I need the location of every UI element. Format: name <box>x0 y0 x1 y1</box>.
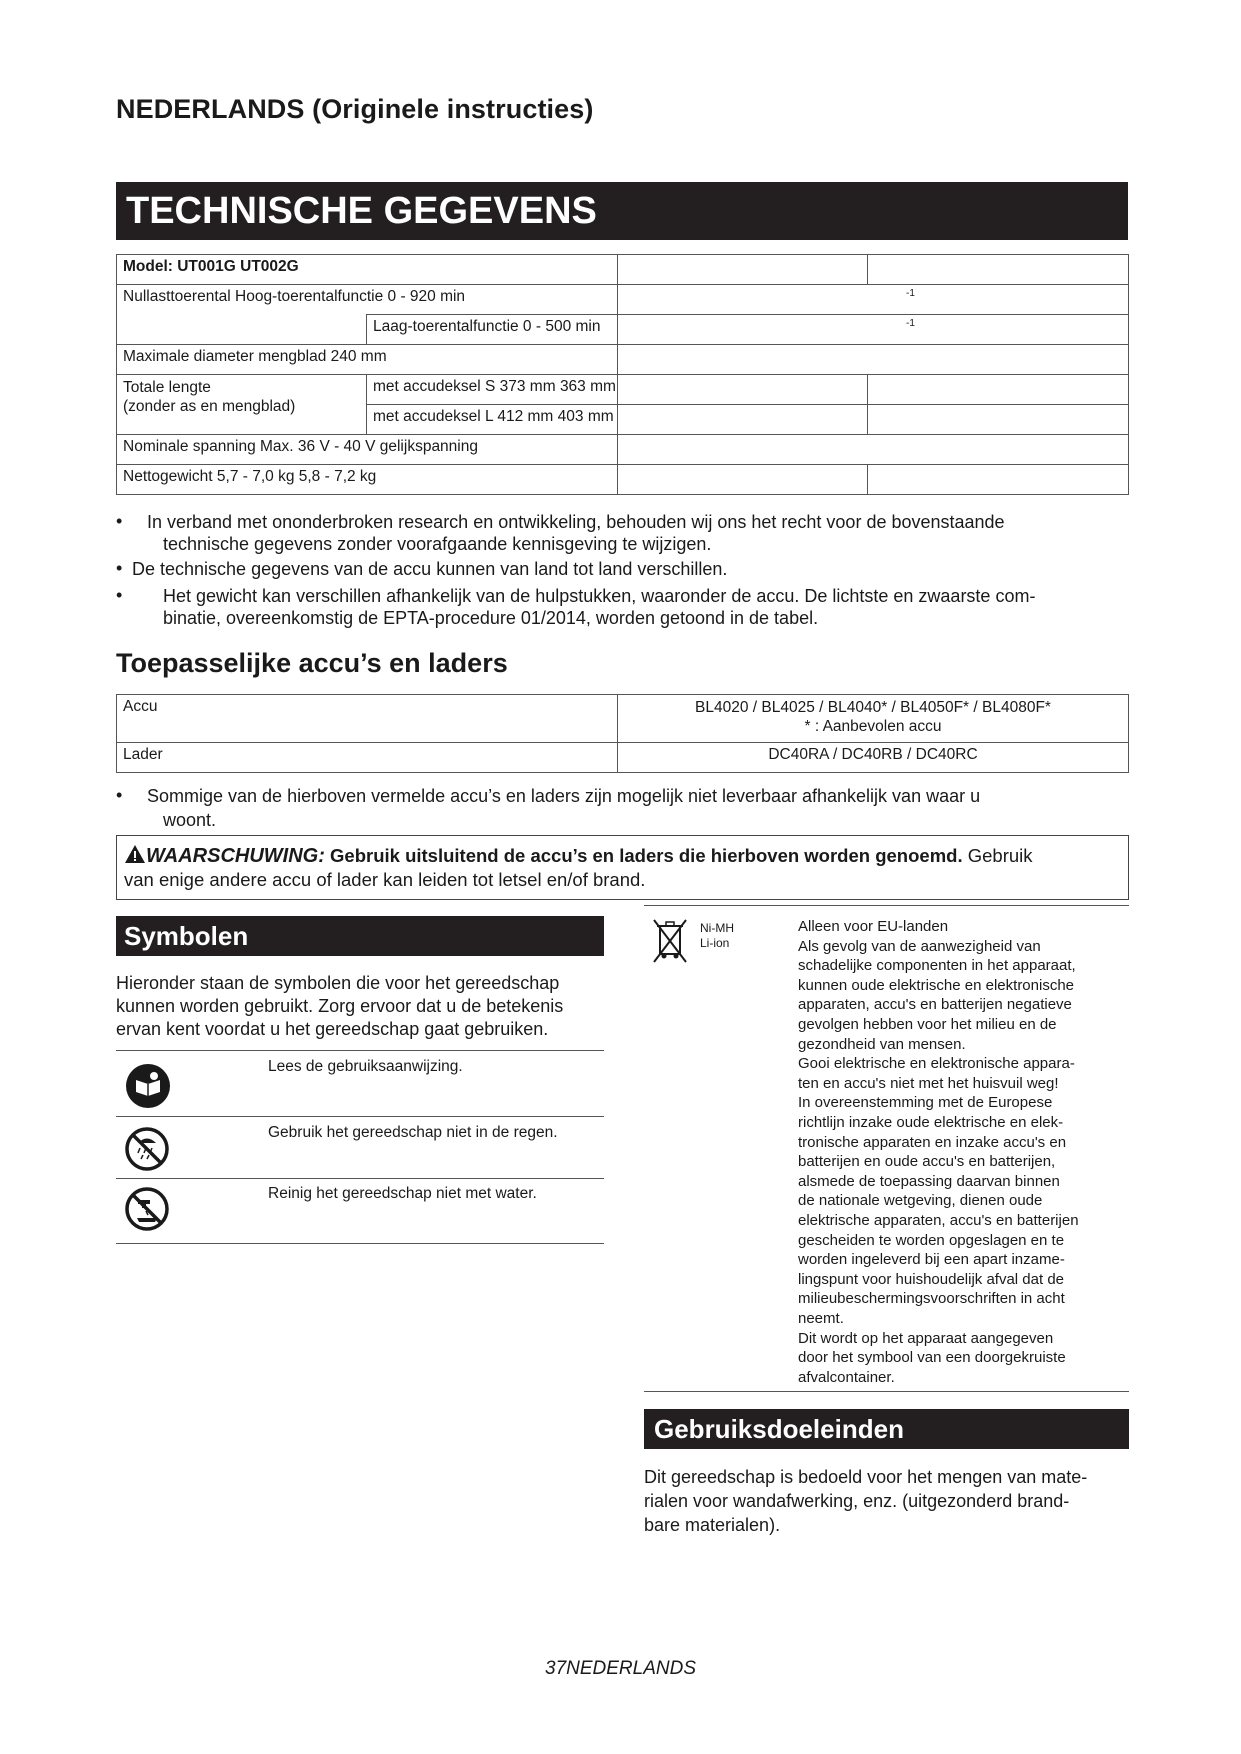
charger-label-cell <box>116 742 618 773</box>
total-length-cell <box>116 374 367 435</box>
no-load-speed-high: Nullasttoerental Hoog-toerentalfunctie 0 - 920 min <box>123 288 466 305</box>
eu-top-divider <box>644 905 1129 906</box>
eu-disposal-line: gevolgen hebben voor het milieu en de <box>798 1016 1057 1033</box>
eu-disposal-line: alsmede de toepassing daarvan binnen <box>798 1172 1060 1190</box>
warning-text-after: Gebruik <box>967 845 1033 866</box>
symbols-divider <box>116 1243 604 1244</box>
note-bullet: • <box>116 511 123 531</box>
no-water-cleaning-icon <box>124 1186 170 1232</box>
total-length-sub: (zonder as en mengblad) <box>123 398 296 415</box>
eu-disposal-line: Alleen voor EU-landen <box>798 918 949 935</box>
symbols-intro-line3: ervan kent voordat u het gereedschap gaat gebruiken. <box>116 1019 549 1039</box>
chemistry-liion: Li-ion <box>700 936 730 950</box>
page-footer: 37NEDERLANDS <box>545 1658 696 1679</box>
symbol-read-manual-text: Lees de gebruiksaanwijzing. <box>268 1058 463 1075</box>
availability-note-line1: Sommige van de hierboven vermelde accu’s en laders zijn mogelijk niet leverbaar afhankelijk van waar u <box>147 786 981 806</box>
voltage-cell <box>116 434 618 465</box>
warning-triangle-icon <box>124 844 146 864</box>
symbol-no-rain-text: Gebruik het gereedschap niet in de regen. <box>268 1124 558 1141</box>
eu-disposal-line: gescheiden te worden opgeslagen en te <box>798 1231 1065 1249</box>
note-weight-line2: binatie, overeenkomstig de EPTA-procedure 01/2014, worden getoond in de tabel. <box>163 608 819 628</box>
warning-bold-text: Gebruik uitsluitend de accu’s en laders die hierboven worden genoemd. <box>330 845 963 866</box>
model-col-3 <box>867 254 1129 285</box>
model-col-2 <box>617 254 868 285</box>
low-speed-values <box>617 314 1129 345</box>
net-weight-col-3 <box>867 464 1129 495</box>
net-weight-cell <box>116 464 618 495</box>
eu-disposal-line: Dit wordt op het apparaat aangegeven <box>798 1329 1054 1347</box>
intended-use-heading: Gebruiksdoeleinden <box>644 1409 1129 1449</box>
symbols-intro-line2: kunnen worden gebruikt. Zorg ervoor dat u de betekenis <box>116 996 564 1016</box>
symbols-heading: Symbolen <box>116 916 604 956</box>
warning-line2: van enige andere accu of lader kan leiden tot letsel en/of brand. <box>124 869 646 890</box>
cover-s-col-3 <box>867 374 1129 405</box>
battery-chemistry-labels <box>700 921 734 951</box>
eu-disposal-line: Gooi elektrische en elektronische appara- <box>798 1055 1075 1073</box>
symbol-no-water-text: Reinig het gereedschap niet met water. <box>268 1185 537 1202</box>
battery-value-cell <box>617 694 1129 743</box>
voltage-values <box>617 434 1129 465</box>
eu-disposal-line: elektrische apparaten, accu's en batterijen <box>798 1212 1079 1229</box>
chemistry-nimh: Ni-MH <box>700 921 734 935</box>
read-manual-icon <box>124 1062 172 1110</box>
unit-superscript-low: -1 <box>906 318 915 329</box>
eu-disposal-line: kunnen oude elektrische en elektronische <box>798 976 1075 994</box>
warning-label: WAARSCHUWING: <box>146 845 325 867</box>
symbols-divider <box>116 1116 604 1117</box>
cover-s-col-2 <box>617 374 868 405</box>
symbols-intro-line1: Hieronder staan de symbolen die voor het gereedschap <box>116 973 560 993</box>
eu-disposal-line: ten en accu's niet met het huisvuil weg! <box>798 1074 1059 1092</box>
eu-disposal-line: richtlijn inzake oude elektrische en elek- <box>798 1114 1064 1131</box>
note-bullet: • <box>116 585 123 605</box>
page-language-title: NEDERLANDS (Originele instructies) <box>116 94 594 124</box>
intended-use-line1: Dit gereedschap is bedoeld voor het mengen van mate- <box>644 1467 1088 1487</box>
note-battery-specs: De technische gegevens van de accu kunnen van land tot land verschillen. <box>132 559 728 579</box>
cover-l-label: met accudeksel L 412 mm 403 mm <box>373 408 614 425</box>
no-load-speed-values <box>617 284 1129 315</box>
total-length-label: Totale lengte <box>123 379 211 396</box>
eu-disposal-line: tronische apparaten en inzake accu's en <box>798 1133 1067 1151</box>
model-cell <box>116 254 618 285</box>
eu-disposal-line: door het symbool van een doorgekruiste <box>798 1349 1066 1367</box>
cover-l-col-3 <box>867 404 1129 435</box>
no-rain-icon <box>124 1126 170 1172</box>
cover-s-cell <box>366 374 618 405</box>
battery-label-cell <box>116 694 618 743</box>
eu-disposal-line: In overeenstemming met de Europese <box>798 1094 1053 1112</box>
intended-use-line3: bare materialen). <box>644 1515 781 1535</box>
note-research-line1: In verband met ononderbroken research en ontwikkeling, behouden wij ons het recht voor de bovenstaande <box>147 512 1005 532</box>
eu-disposal-line: lingspunt voor huishoudelijk afval dat de <box>798 1270 1065 1288</box>
symbols-divider <box>116 1178 604 1179</box>
eu-disposal-line: milieubeschermingsvoorschriften in acht <box>798 1290 1065 1308</box>
warning-line1 <box>124 844 1033 868</box>
battery-models: BL4020 / BL4025 / BL4040* / BL4050F* / BL4080F* <box>695 699 1051 716</box>
eu-bottom-divider <box>644 1391 1129 1392</box>
eu-disposal-line: Als gevolg van de aanwezigheid van <box>798 937 1041 955</box>
note-bullet: • <box>116 785 123 805</box>
unit-superscript-high: -1 <box>906 288 915 299</box>
note-weight-line1: Het gewicht kan verschillen afhankelijk van de hulpstukken, waaronder de accu. De lichtste en zwaarste com- <box>163 586 1036 606</box>
eu-disposal-line: batterijen en oude accu's en batterijen, <box>798 1153 1056 1171</box>
cover-l-col-2 <box>617 404 868 435</box>
note-research-line2: technische gegevens zonder voorafgaande kennisgeving te wijzigen. <box>163 534 712 554</box>
cover-s-label: met accudeksel S 373 mm 363 mm <box>373 378 616 395</box>
availability-note-line2: woont. <box>163 810 217 830</box>
charger-value-cell <box>617 742 1129 773</box>
crossed-bin-icon <box>650 918 690 964</box>
eu-disposal-line: worden ingeleverd bij een apart inzame- <box>798 1251 1065 1269</box>
max-diameter-label: Maximale diameter mengblad 240 mm <box>123 348 387 365</box>
cover-l-cell <box>366 404 618 435</box>
eu-disposal-line: neemt. <box>798 1310 844 1327</box>
max-diameter-values <box>617 344 1129 375</box>
charger-models: DC40RA / DC40RB / DC40RC <box>768 746 978 763</box>
low-speed-cell <box>366 314 618 345</box>
max-diameter-cell <box>116 344 618 375</box>
eu-disposal-line: apparaten, accu's en batterijen negatieve <box>798 996 1072 1014</box>
eu-disposal-line: gezondheid van mensen. <box>798 1035 966 1053</box>
charger-label: Lader <box>123 746 163 763</box>
eu-disposal-line: schadelijke componenten in het apparaat, <box>798 957 1076 975</box>
voltage-label: Nominale spanning Max. 36 V - 40 V gelijkspanning <box>123 438 478 455</box>
battery-recommended-note: * : Aanbevolen accu <box>804 718 942 735</box>
net-weight-label: Nettogewicht 5,7 - 7,0 kg 5,8 - 7,2 kg <box>123 468 377 485</box>
no-load-speed-low: Laag-toerentalfunctie 0 - 500 min <box>373 318 601 335</box>
technical-data-heading: TECHNISCHE GEGEVENS <box>116 182 1128 240</box>
battery-label: Accu <box>123 698 158 715</box>
symbols-divider <box>116 1050 604 1051</box>
eu-disposal-line: afvalcontainer. <box>798 1368 895 1386</box>
note-bullet: • <box>116 558 123 578</box>
eu-disposal-line: de nationale wetgeving, dienen oude <box>798 1192 1043 1210</box>
net-weight-col-2 <box>617 464 868 495</box>
batteries-chargers-heading: Toepasselijke accu’s en laders <box>116 648 508 678</box>
model-label: Model: UT001G UT002G <box>123 258 299 275</box>
intended-use-line2: rialen voor wandafwerking, enz. (uitgezonderd brand- <box>644 1491 1070 1511</box>
